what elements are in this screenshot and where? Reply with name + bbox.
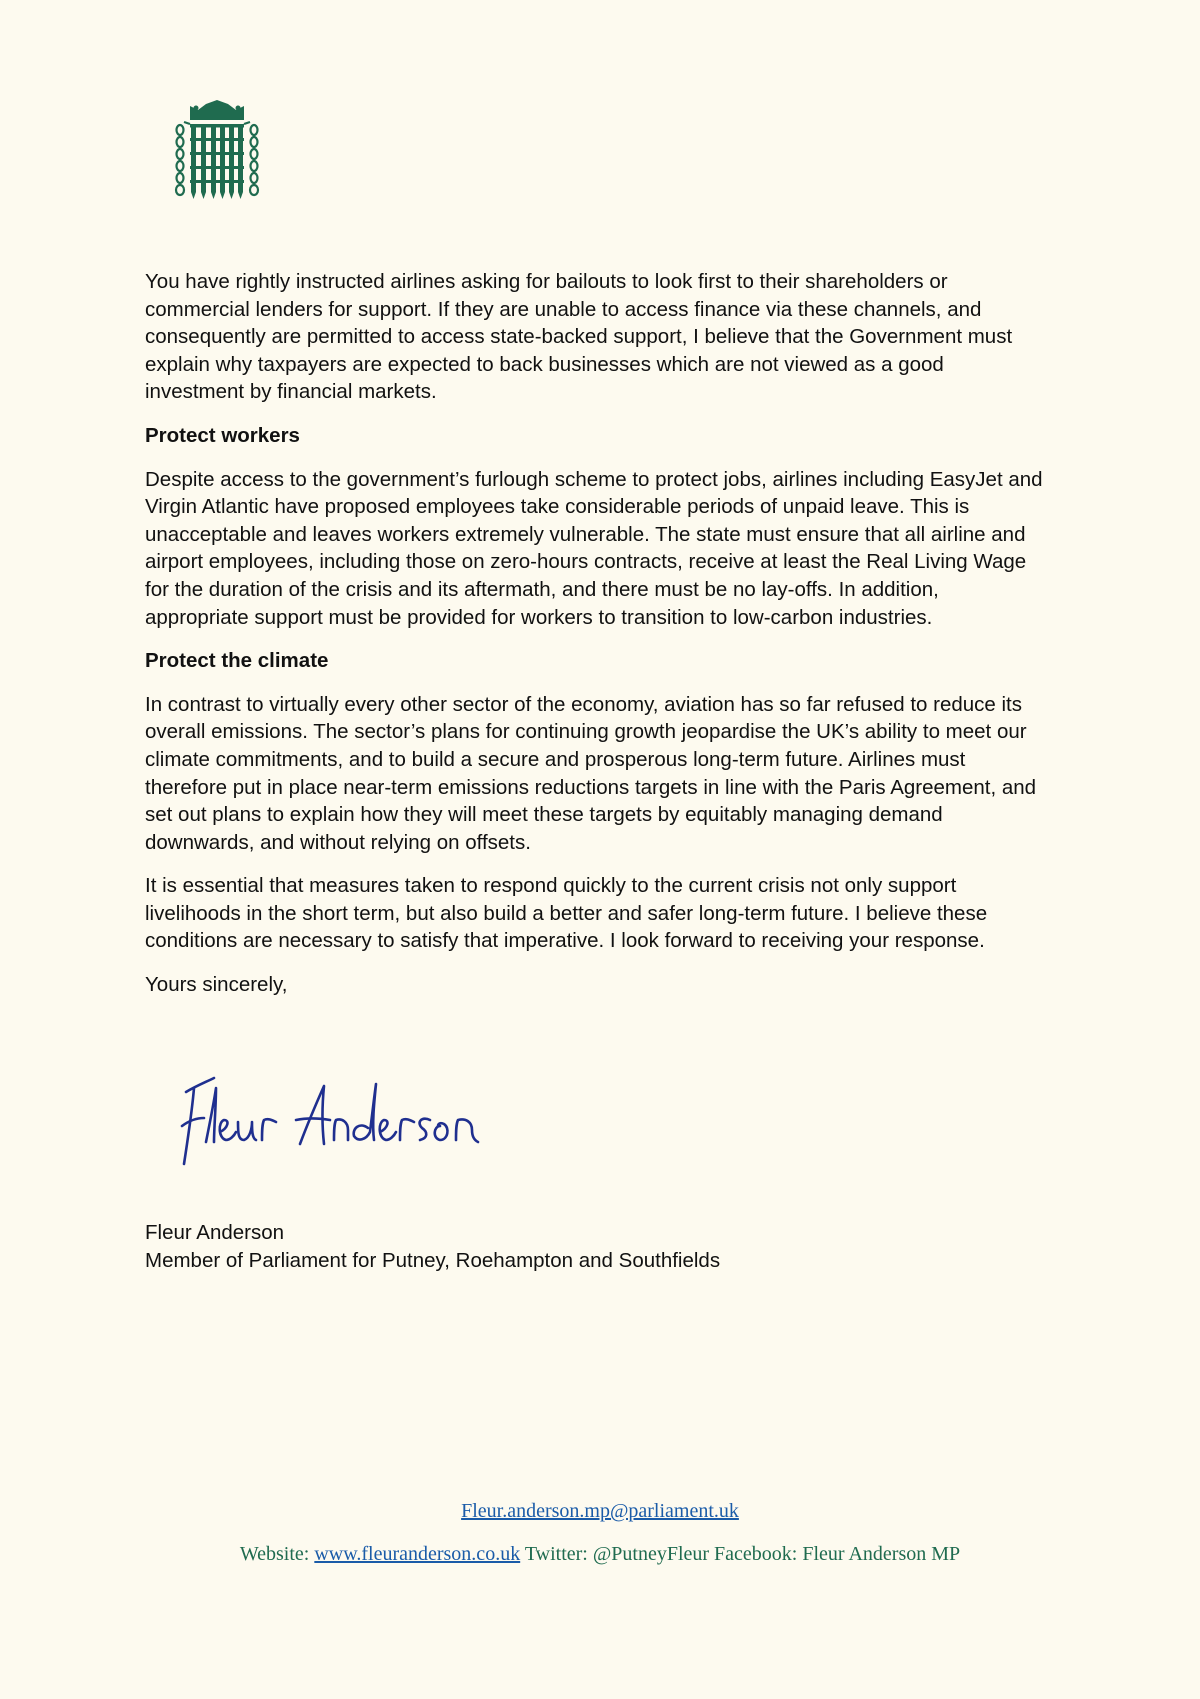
email-link[interactable]: Fleur.anderson.mp@parliament.uk <box>461 1500 739 1522</box>
paragraph-bailouts: You have rightly instructed airlines asking for bailouts to look first to their shareholders or commercial lenders for support. If they are unable to access finance via these channels, and consequently are permitted to access state-backed support, I believe that the Government must explain why taxpayers are expected to back businesses which are not viewed as a good investment by financial markets. <box>145 270 1013 404</box>
paragraph-workers: Despite access to the government’s furlough scheme to protect jobs, airlines including EasyJet and Virgin Atlantic have proposed employees take considerable periods of unpaid leave. This is unacceptable and leaves workers extremely vulnerable. The state must ensure that all airline and airport employees, including those on zero-hours contracts, receive at least the Real Living Wage for the duration of the crisis and its aftermath, and there must be no lay-offs. In addition, appropriate support must be provided for workers to transition to low-carbon industries. <box>145 467 1043 629</box>
handwritten-signature <box>172 1072 512 1172</box>
portcullis-icon <box>172 100 262 202</box>
paragraph-climate: In contrast to virtually every other sector of the economy, aviation has so far refused to reduce its overall emissions. The sector’s plans for continuing growth jeopardise the UK’s ability to meet our climate commitments, and to build a secure and prosperous long-term future. Airlines must therefore put in place near-term emissions reductions targets in line with the Paris Agreement, and set out plans to explain how they will meet these targets by equitably managing demand downwards, and without relying on offsets. <box>145 692 1037 854</box>
facebook-handle: Facebook: Fleur Anderson MP <box>714 1543 961 1565</box>
signer-name: Fleur Anderson <box>145 1221 285 1244</box>
heading-protect-workers: Protect workers <box>145 423 300 447</box>
signer-title: Member of Parliament for Putney, Roehampton and Southfields <box>145 1249 721 1272</box>
paragraph-closing: It is essential that measures taken to respond quickly to the current crisis not only support livelihoods in the short term, but also build a better and safer long-term future. I believe these conditions are necessary to satisfy that imperative. I look forward to receiving your response. <box>145 874 988 953</box>
footer-contacts <box>0 1543 1200 1566</box>
twitter-handle: Twitter: @PutneyFleur <box>524 1543 710 1565</box>
website-label: Website: <box>239 1543 310 1565</box>
heading-protect-climate: Protect the climate <box>145 649 329 673</box>
footer-email <box>0 1500 1200 1523</box>
website-link[interactable]: www.fleuranderson.co.uk <box>314 1543 521 1565</box>
letter-body <box>145 268 1045 1015</box>
signer-block <box>145 1219 720 1275</box>
sign-off: Yours sincerely, <box>145 973 288 997</box>
